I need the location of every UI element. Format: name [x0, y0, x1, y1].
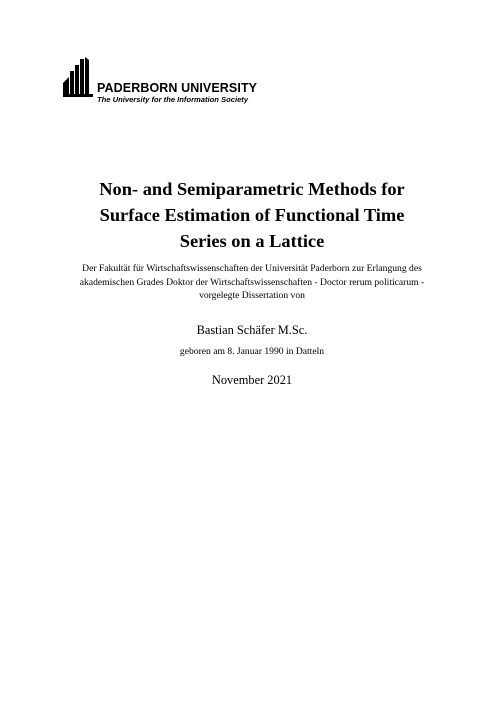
university-name: PADERBORN UNIVERSITY	[97, 81, 258, 95]
dissertation-title	[60, 176, 444, 254]
title-line: Non- and Semiparametric Methods for	[99, 179, 405, 199]
faculty-line: Der Fakultät für Wirtschaftswissenschaften der Universität Paderborn zur Erlangung des	[82, 263, 422, 274]
faculty-line: akademischen Grades Doktor der Wirtschaftswissenschaften - Doctor rerum politicarum -	[79, 276, 425, 288]
title-line: Surface Estimation of Functional Time	[99, 205, 405, 225]
birth-info: geboren am 8. Januar 1990 in Datteln	[179, 346, 325, 357]
submission-date: November 2021	[211, 373, 293, 387]
university-tagline: The University for the Information Society	[97, 95, 249, 104]
faculty-line: vorgelegte Dissertation von	[199, 290, 305, 301]
author-name: Bastian Schäfer M.Sc.	[196, 323, 308, 337]
title-line: Series on a Lattice	[179, 231, 325, 251]
faculty-statement	[40, 262, 464, 303]
university-logo-mark-icon	[63, 57, 93, 97]
university-logo	[63, 55, 263, 107]
